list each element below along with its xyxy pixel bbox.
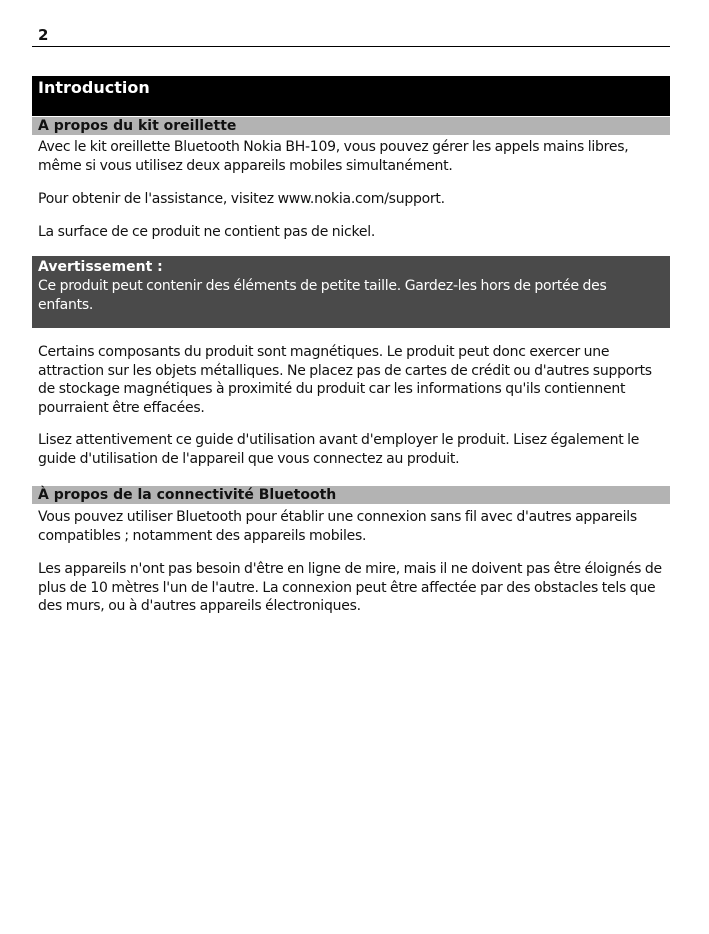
warning-title: Avertissement : (38, 259, 163, 275)
header-rule (32, 46, 670, 47)
paragraph-magnetic: Certains composants du produit sont magnétiques. Le produit peut donc exercer une attraction sur les objets métalliques. Ne placez pas de cartes de crédit ou d'autres supports de stockage magnétiques à proximité du produit car les informations qu'ils contiennent pourraient être effacées. (38, 344, 652, 416)
chapter-title: Introduction (32, 76, 670, 116)
warning-text: Ce produit peut contenir des éléments de petite taille. Gardez-les hors de portée des enfants. (38, 278, 607, 313)
paragraph-read-guide: Lisez attentivement ce guide d'utilisation avant d'employer le produit. Lisez également le guide d'utilisation de l'appareil que vous connectez au produit. (38, 432, 640, 467)
section-heading-headset: A propos du kit oreillette (32, 117, 670, 135)
paragraph-intro-headset: Avec le kit oreillette Bluetooth Nokia BH-109, vous pouvez gérer les appels mains libres, même si vous utilisez deux appareils mobiles simultanément. (38, 139, 629, 174)
paragraph-bluetooth-usage: Vous pouvez utiliser Bluetooth pour établir une connexion sans fil avec d'autres appareils compatibles ; notamment des appareils mobiles. (38, 509, 637, 544)
section-heading-bluetooth: À propos de la connectivité Bluetooth (32, 486, 670, 504)
paragraph-nickel: La surface de ce produit ne contient pas de nickel. (38, 224, 376, 240)
page-number: 2 (38, 26, 49, 44)
paragraph-support: Pour obtenir de l'assistance, visitez www.nokia.com/support. (38, 191, 445, 207)
paragraph-bluetooth-range: Les appareils n'ont pas besoin d'être en ligne de mire, mais il ne doivent pas être éloignés de plus de 10 mètres l'un de l'autre. La connexion peut être affectée par des obstacles tels que des murs, ou à d'autres appareils électroniques. (38, 561, 662, 614)
warning-box (32, 256, 670, 328)
